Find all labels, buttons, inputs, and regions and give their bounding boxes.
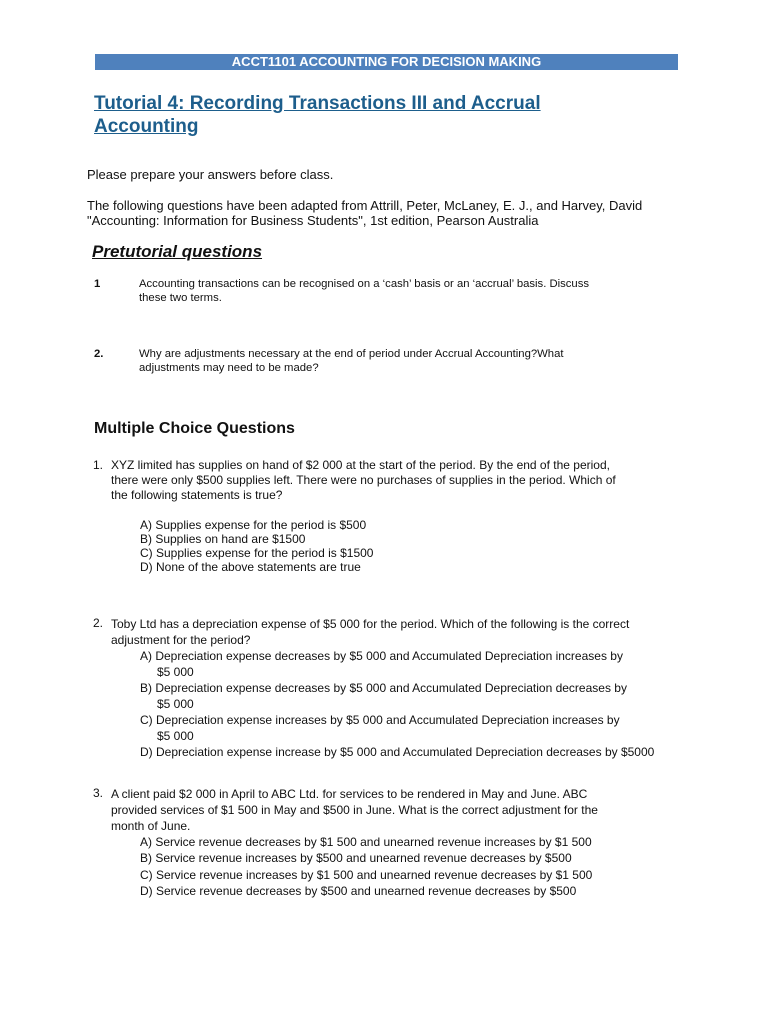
text-line: there were only $500 supplies left. There were no purchases of supplies in the period. Which of [111, 473, 616, 487]
option-b: B) Depreciation expense decreases by $5 000 and Accumulated Depreciation decreases by [140, 681, 627, 695]
text-line: "Accounting: Information for Business Students", 1st edition, Pearson Australia [87, 213, 539, 228]
text-line: provided services of $1 500 in May and $500 in June. What is the correct adjustment for the [111, 803, 598, 817]
option-d: D) Depreciation expense increase by $5 000 and Accumulated Depreciation decreases by $5000 [140, 745, 655, 759]
question-number: 2. [94, 348, 104, 360]
title-line: Tutorial 4: Recording Transactions III and Accrual [94, 93, 541, 114]
option-c-cont: $5 000 [157, 729, 194, 743]
text-line: adjustment for the period? [111, 633, 251, 647]
source-text [87, 198, 642, 228]
mcq-heading: Multiple Choice Questions [94, 420, 295, 437]
option-a: A) Supplies expense for the period is $500 [140, 518, 367, 532]
option-b-cont: $5 000 [157, 697, 194, 711]
mcq-question-3 [111, 786, 598, 834]
question-number: 1 [94, 278, 101, 290]
title-line: Accounting [94, 116, 199, 137]
page-title [94, 92, 541, 138]
option-a: A) Service revenue decreases by $1 500 and unearned revenue increases by $1 500 [140, 835, 592, 849]
question-number: 2. [93, 616, 104, 630]
text-line: XYZ limited has supplies on hand of $2 000 at the start of the period. By the end of the period, [111, 458, 610, 472]
mcq-question-1 [111, 458, 616, 503]
mcq-3-options [140, 834, 592, 899]
text-line: Why are adjustments necessary at the end of period under Accrual Accounting?What [139, 348, 564, 360]
mcq-2-options [140, 648, 654, 760]
text-line: month of June. [111, 819, 191, 833]
question-number: 3. [93, 786, 104, 800]
option-c: C) Service revenue increases by $1 500 and unearned revenue decreases by $1 500 [140, 867, 593, 882]
text-line: Accounting transactions can be recognised on a ‘cash’ basis or an ‘accrual’ basis. Discuss [139, 278, 590, 290]
option-d: D) Service revenue decreases by $500 and unearned revenue decreases by $500 [140, 883, 577, 898]
option-c: C) Depreciation expense increases by $5 000 and Accumulated Depreciation increases by [140, 713, 620, 727]
mcq-1-options [140, 518, 373, 574]
text-line: the following statements is true? [111, 488, 283, 502]
course-banner: ACCT1101 ACCOUNTING FOR DECISION MAKING [95, 54, 678, 70]
text-line: adjustments may need to be made? [139, 362, 319, 374]
option-a: A) Depreciation expense decreases by $5 000 and Accumulated Depreciation increases by [140, 649, 623, 663]
text-line: these two terms. [139, 292, 222, 304]
text-line: Toby Ltd has a depreciation expense of $5 000 for the period. Which of the following is the correct [111, 617, 630, 631]
option-c: C) Supplies expense for the period is $1500 [140, 546, 374, 560]
option-b: B) Service revenue increases by $500 and unearned revenue decreases by $500 [140, 851, 572, 866]
option-a-cont: $5 000 [157, 665, 194, 679]
text-line: A client paid $2 000 in April to ABC Ltd. for services to be rendered in May and June. ABC [111, 787, 588, 801]
prepare-text: Please prepare your answers before class. [87, 167, 334, 182]
question-number: 1. [93, 458, 104, 472]
text-line: The following questions have been adapted from Attrill, Peter, McLaney, E. J., and Harvey, David [87, 198, 643, 213]
option-d: D) None of the above statements are true [140, 560, 361, 574]
option-b: B) Supplies on hand are $1500 [140, 532, 306, 546]
pretutorial-heading: Pretutorial questions [92, 242, 263, 261]
mcq-question-2 [111, 616, 629, 648]
pretutorial-question-1 [139, 277, 589, 305]
pretutorial-question-2 [139, 347, 564, 375]
